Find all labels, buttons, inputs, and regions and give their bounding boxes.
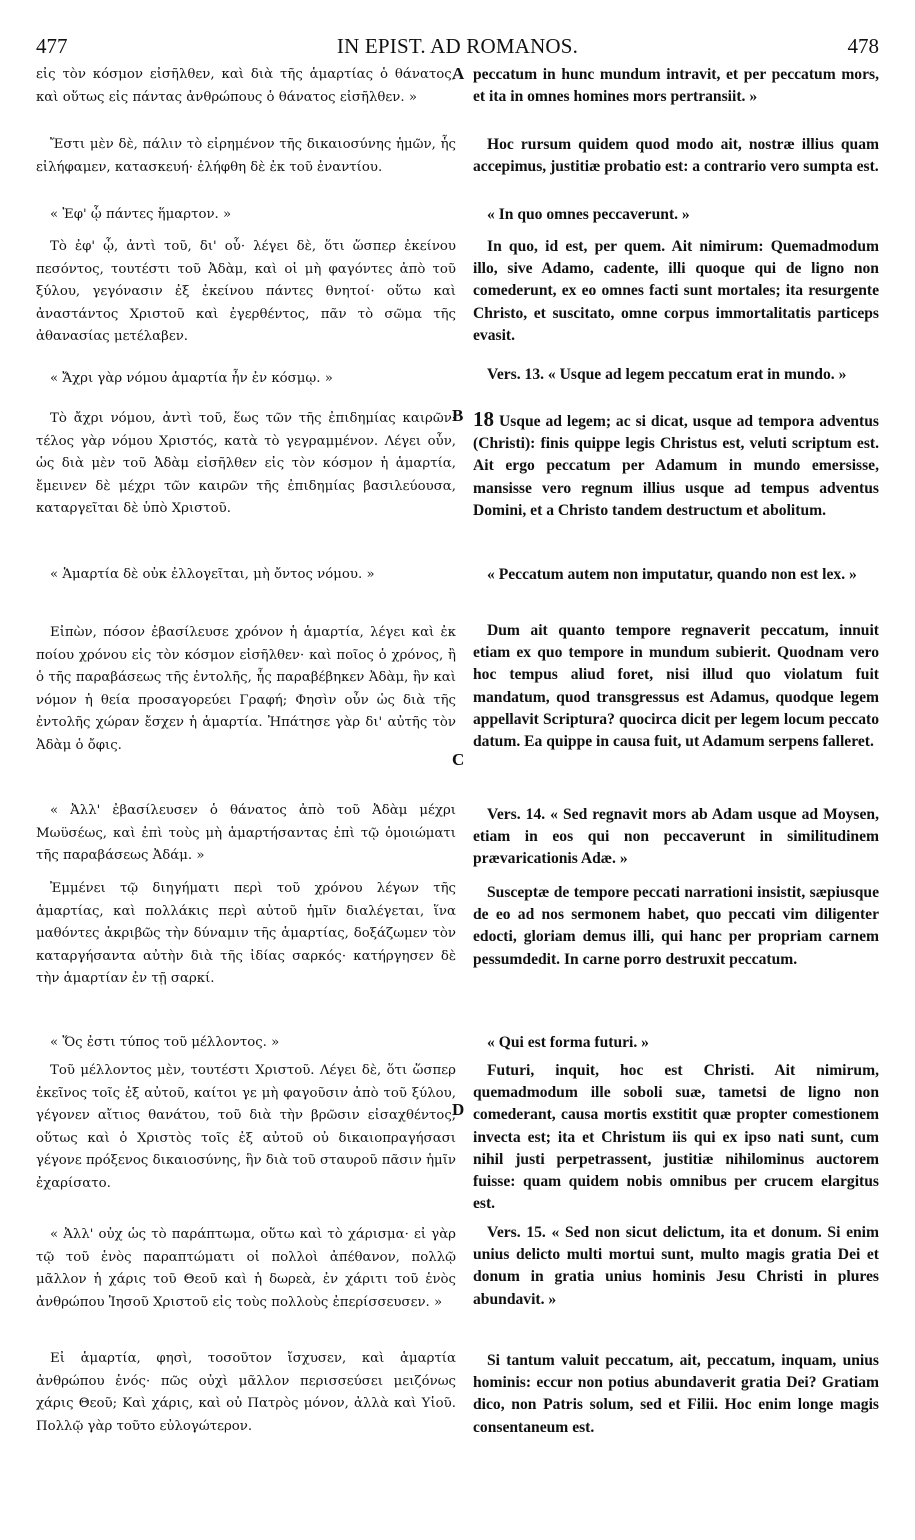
greek-paragraph: εἰς τὸν κόσμον εἰσῆλθεν, καὶ διὰ τῆς ἁμαρτίας ὁ θάνατος, καὶ οὕτως εἰς πάντας ἀνθρώπους ὁ θάνατος εἰσῆλθεν. » <box>36 67 456 105</box>
greek-paragraph: Εἰπὼν, πόσον ἐβασίλευσε χρόνον ἡ ἁμαρτία, λέγει καὶ ἐκ ποίου χρόνου εἰς τὸν κόσμον εἰσῆλθεν· καὶ ποῖος ὁ χρόνος, ἢ ὁ τῆς παραβάσεως τῆς ἐντολῆς, ἧς παραβέβηκεν Ἀδὰμ, ἣν καὶ νόμον ἡ θεία προσαγορεύει Γραφή; Φησὶν οὖν ὡς διὰ τῆς ἐντολῆς χώραν ἔσχεν ἡ ἁμαρτία. Ἠπάτησε γὰρ δι' αὐτῆς τὸν Ἀδὰμ ὁ ὄφις. <box>36 625 456 753</box>
latin-lemma: « Peccatum autem non imputatur, quando non est lex. » <box>487 566 857 583</box>
latin-column <box>473 64 879 1530</box>
greek-lemma: « Ἀλλ' ἐβασίλευσεν ὁ θάνατος ἀπὸ τοῦ Ἀδὰμ μέχρι Μωϋσέως, καὶ ἐπὶ τοὺς μὴ ἁμαρτήσαντας ἐπὶ τῷ ὁμοιώματι τῆς παραβάσεως Ἀδάμ. » <box>36 803 456 863</box>
margin-letter-a: A <box>452 64 465 83</box>
latin-verse-13: Vers. 13. « Usque ad legem peccatum erat in mundo. » <box>487 366 847 383</box>
latin-paragraph: Susceptæ de tempore peccati narrationi insistit, sæpiusque de eo ad nos sermonem habet, quo peccati vim diligenter edocti, gloriam demus illi, qui hanc per propriam carnem pessumdedit. In carne porro destruxit peccatum. <box>473 884 879 968</box>
latin-verse-14: Vers. 14. « Sed regnavit mors ab Adam usque ad Moysen, etiam in eos qui non peccaverunt in similitudinem prævaricationis Adæ. » <box>473 806 879 868</box>
latin-lemma: « In quo omnes peccaverunt. » <box>487 206 690 223</box>
page-number-left: 477 <box>36 34 68 58</box>
greek-paragraph: Τὸ ἐφ' ᾧ, ἀντὶ τοῦ, δι' οὗ· λέγει δὲ, ὅτι ὥσπερ ἐκείνου πεσόντος, τουτέστι τοῦ Ἀδὰμ, καὶ οἱ μὴ φαγόντες ἀπὸ τοῦ ξύλου, γεγόνασιν ἐξ ἐκείνου πάντες θνητοί· οὕτω καὶ ἀναστάντος Χριστοῦ καὶ ἐγερθέντος, πᾶν τὸ σῶμα τῆς ἀθανασίας μετέλαβεν. <box>36 239 456 344</box>
greek-paragraph: Ἔστι μὲν δὲ, πάλιν τὸ εἰρημένον τῆς δικαιοσύνης ἡμῶν, ἧς εἰλήφαμεν, κατασκευή· ἐλήφθη δὲ ἐκ τοῦ ἐναντίου. <box>36 137 456 175</box>
running-title: IN EPIST. AD ROMANOS. <box>336 34 579 58</box>
latin-paragraph: Si tantum valuit peccatum, ait, peccatum, inquam, unius hominis: eccur non potius abundaverit gratia Dei? Gratiam dico, non Patris solum, sed et Filii. Hoc enim longe magis consentaneum est. <box>473 1352 879 1436</box>
page-number-right: 478 <box>847 34 879 58</box>
section-number: 18 <box>473 407 494 431</box>
greek-paragraph: Ἐμμένει τῷ διηγήματι περὶ τοῦ χρόνου λέγων τῆς ἁμαρτίας, καὶ πολλάκις περὶ αὐτοῦ ἡμῖν διαλέγεται, ἵνα μαθόντες ἀκριβῶς τὴν δύναμιν τῆς ἁμαρτίας, δοξάζωμεν τὸν καταργήσαντα αὐτὴν διὰ τῆς ἰδίας σαρκός· κατήργησεν δὲ τὴν ἁμαρτίαν ἐν τῇ σαρκί. <box>36 881 456 986</box>
latin-paragraph: Hoc rursum quidem quod modo ait, nostræ illius quam accepimus, justitiæ probatio est: a contrario vero sumpta est. <box>473 136 879 176</box>
page-header <box>36 34 879 60</box>
margin-letter-c: C <box>452 750 465 769</box>
latin-paragraph: Dum ait quanto tempore regnaverit peccatum, innuit etiam ex quo tempore in mundum subierit. Quodnam vero hoc tempus aliud foret, nisi illud quo violatum fuit mandatum, quod transgressus est Adamus, quodque legem appellavit Scriptura? quocirca dicit per legem locum peccato datum. Ea quippe in causa fuit, ut Adamum serpens falleret. <box>473 622 879 751</box>
greek-column <box>36 64 456 1530</box>
latin-paragraph: In quo, id est, per quem. Ait nimirum: Quemadmodum illo, sive Adamo, cadente, illi quoque qui de ligno non comederunt, ex eo omnes facti sunt mortales; ita resurgente Christo, et suscitato, omne corpus immortalitatis particeps evasit. <box>473 238 879 344</box>
greek-lemma: « Ὅς ἐστι τύπος τοῦ μέλλοντος. » <box>50 1035 280 1050</box>
latin-paragraph: Futuri, inquit, hoc est Christi. Ait nimirum, quemadmodum ille soboli suæ, tametsi de ligno non comederant, causa mortis exstitit quæ propter comestionem invecta est; ita et Christum iis qui ex ipso nati sunt, cum nihil justi perpetrassent, justitiæ nihilominus auctorem fuisse: quam quidem nobis omnibus per crucem elargitus est. <box>473 1062 879 1213</box>
margin-letter-b: B <box>452 406 464 425</box>
latin-verse-15: Vers. 15. « Sed non sicut delictum, ita et donum. Si enim unius delicto multi mortui sunt, multo magis gratia Dei et donum in gratia unius hominis Jesu Christi in plures abundavit. » <box>473 1224 879 1308</box>
greek-lemma: « Ἄχρι γὰρ νόμου ἁμαρτία ἦν ἐν κόσμῳ. » <box>50 371 333 386</box>
latin-paragraph: peccatum in hunc mundum intravit, et per peccatum mors, et ita in omnes homines mors pertransiit. » <box>473 66 879 106</box>
greek-paragraph: Τὸ ἄχρι νόμου, ἀντὶ τοῦ, ἕως τῶν τῆς ἐπιδημίας καιρῶν· τέλος γὰρ νόμου Χριστός, κατὰ τὸ γεγραμμένον. Λέγει οὖν, ὡς διὰ μὲν τοῦ Ἀδὰμ εἰσῆλθεν εἰς τὸν κόσμον ἡ ἁμαρτία, ἔμεινεν δὲ μέχρι τῶν καιρῶν τῆς ἐπιδημίας βασιλεύουσα, καταργεῖται δὲ ὑπὸ Χριστοῦ. <box>36 411 456 516</box>
greek-paragraph: Τοῦ μέλλοντος μὲν, τουτέστι Χριστοῦ. Λέγει δὲ, ὅτι ὥσπερ ἐκεῖνος τοῖς ἐξ αὐτοῦ, καίτοι γε μὴ φαγοῦσιν ἀπὸ τοῦ ξύλου, γέγονεν αἴτιος θανάτου, τοῦ διὰ τὴν βρῶσιν εἰσαχθέντος, οὕτως καὶ ὁ Χριστὸς τοῖς ἐξ αὐτοῦ οὐ δικαιοπραγήσασι γέγονε πρόξενος δικαιοσύνης, ἣν διὰ τοῦ σταυροῦ πᾶσιν ἡμῖν ἐχαρίσατο. <box>36 1063 456 1191</box>
greek-lemma: « Ἀλλ' οὐχ ὡς τὸ παράπτωμα, οὕτω καὶ τὸ χάρισμα· εἰ γὰρ τῷ τοῦ ἑνὸς παραπτώματι οἱ πολλοὶ ἀπέθανον, πολλῷ μᾶλλον ἡ χάρις τοῦ Θεοῦ καὶ ἡ δωρεὰ, ἐν χάριτι τοῦ ἑνὸς ἀνθρώπου Ἰησοῦ Χριστοῦ εἰς τοὺς πολλοὺς ἐπερίσσευσεν. » <box>36 1227 456 1310</box>
greek-paragraph: Εἰ ἁμαρτία, φησὶ, τοσοῦτον ἴσχυσεν, καὶ ἁμαρτία ἀνθρώπου ἑνός· πῶς οὐχὶ μᾶλλον περισσεύσει μειζόνως χάρις Θεοῦ; Καὶ χάρις, καὶ οὐ Πατρὸς μόνον, ἀλλὰ καὶ Υἱοῦ. Πολλῷ γὰρ τοῦτο εὐλογώτερον. <box>36 1351 456 1434</box>
greek-lemma: « Ἁμαρτία δὲ οὐκ ἐλλογεῖται, μὴ ὄντος νόμου. » <box>50 567 375 582</box>
greek-lemma: « Ἐφ' ᾧ πάντες ἥμαρτον. » <box>50 207 232 222</box>
latin-lemma: « Qui est forma futuri. » <box>487 1034 649 1051</box>
latin-paragraph: Usque ad legem; ac si dicat, usque ad tempora adventus (Christi): finis quippe legis Christus est, veluti scriptum est. Ait ergo peccatum per Adamum in mundo emersisse, mansisse vero regnum illius usque ad tempus adventus Domini, et a Christo tandem destructum et abolitum. <box>473 413 879 519</box>
latin-paragraph-18 <box>473 408 879 522</box>
margin-letter-d: D <box>452 1100 465 1119</box>
